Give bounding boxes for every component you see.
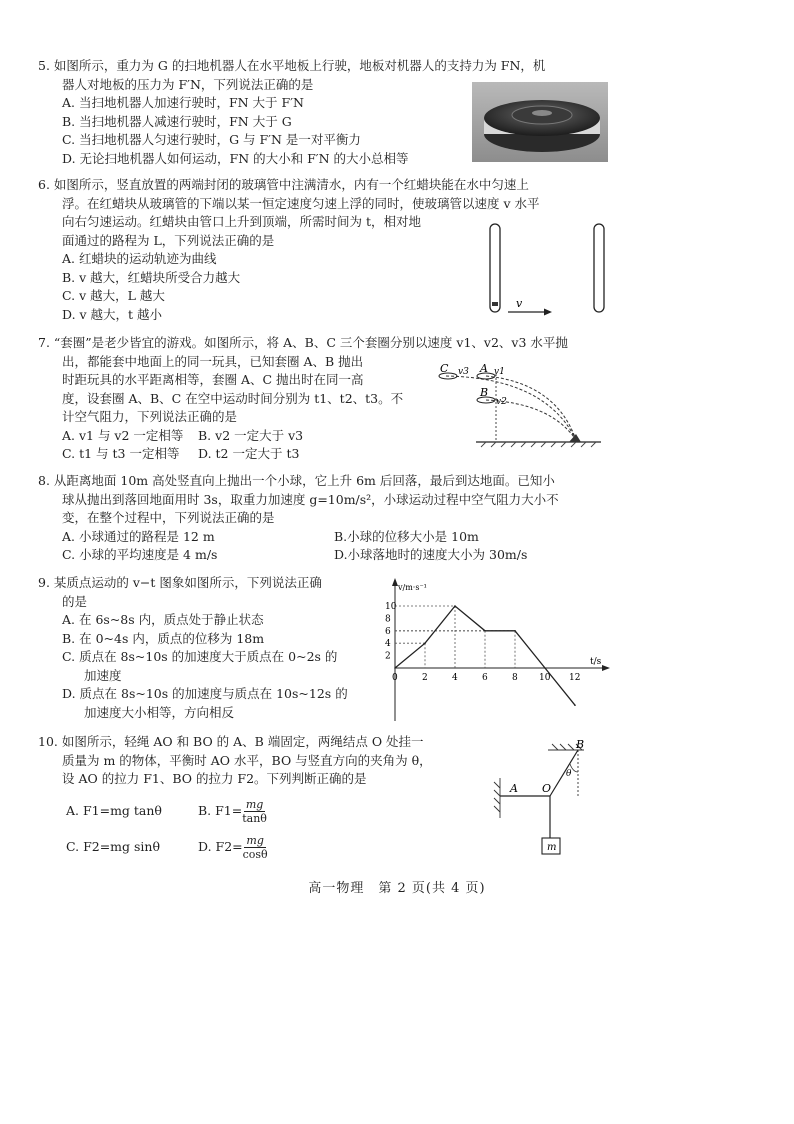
vt-data-point bbox=[454, 605, 456, 607]
q10-option-d bbox=[198, 834, 268, 861]
ring-a-label: A bbox=[480, 362, 488, 375]
vt-data-point bbox=[484, 630, 486, 632]
q10-option-d-fraction bbox=[243, 834, 268, 861]
velocity-label: v bbox=[516, 297, 523, 310]
q10-stem-cont-2: 设 AO 的拉力 F1、BO 的拉力 F2。下列判断正确的是 bbox=[62, 771, 367, 786]
y-tick-label: 8 bbox=[385, 614, 391, 625]
q5-option-a: A. 当扫地机器人加速行驶时，FN 大于 F′N bbox=[62, 95, 304, 110]
q7-option-a: A. v1 与 v2 一定相等 bbox=[62, 427, 184, 443]
angle-theta-label: θ bbox=[566, 769, 572, 779]
q10-option-b-prefix: B. F1= bbox=[198, 803, 243, 819]
y-tick-label: 10 bbox=[385, 602, 397, 612]
q7-stem-cont-3: 度，设套圈 A、B、C 在空中运动时间分别为 t1、t2、t3。不 bbox=[62, 390, 404, 406]
q10-option-b-fraction bbox=[242, 798, 267, 825]
q8-option-c: C. 小球的平均速度是 4 m/s bbox=[62, 547, 218, 562]
q6-option-c: C. v 越大，L 越大 bbox=[62, 288, 165, 303]
glass-tube-figure bbox=[480, 218, 620, 323]
x-tick-label: 4 bbox=[452, 673, 458, 683]
question-9 bbox=[38, 574, 378, 722]
q7-option-b: B. v2 一定大于 v3 bbox=[198, 427, 304, 443]
q10-option-d-numerator: mg bbox=[246, 834, 264, 847]
vt-data-point bbox=[394, 667, 396, 669]
q10-option-b-denominator: tanθ bbox=[242, 812, 267, 825]
y-tick-label: 6 bbox=[385, 626, 391, 637]
q10-option-b bbox=[198, 798, 267, 825]
rope-tension-figure bbox=[488, 738, 598, 866]
ring-c-label: C bbox=[440, 362, 449, 375]
x-tick-label: 12 bbox=[569, 673, 581, 683]
vt-data-point bbox=[544, 667, 546, 669]
vt-chart bbox=[370, 576, 620, 726]
q5-option-d: D. 无论扫地机器人如何运动，FN 的大小和 F′N 的大小总相等 bbox=[62, 150, 409, 166]
q7-option-d: D. t2 一定大于 t3 bbox=[198, 446, 300, 461]
q6-option-a: A. 红蜡块的运动轨迹为曲线 bbox=[62, 251, 217, 266]
ring-a-velocity-label: v1 bbox=[494, 367, 505, 377]
q8-stem: 8. 从距离地面 10m 高处竖直向上抛出一个小球，它上升 6m 后回落，最后到达地面。已知小 bbox=[38, 473, 555, 488]
q6-stem-cont-1: 浮。在红蜡块从玻璃管的下端以某一恒定速度匀速上浮的同时，使玻璃管以速度 v 水平 bbox=[62, 195, 540, 211]
vt-data-point bbox=[514, 630, 516, 632]
q7-stem-cont-4: 计空气阻力，下列说法正确的是 bbox=[62, 409, 238, 424]
q9-option-b: B. 在 0~4s 内，质点的位移为 18m bbox=[62, 630, 265, 646]
q8-stem-cont-1: 球从抛出到落回地面用时 3s，取重力加速度 g=10m/s²，小球运动过程中空气阻力大小不 bbox=[62, 491, 559, 507]
q9-option-d: D. 质点在 8s~10s 的加速度与质点在 10s~12s 的 bbox=[62, 686, 348, 701]
q6-stem: 6. 如图所示，竖直放置的两端封闭的玻璃管中注满清水，内有一个红蜡块能在水中匀速上 bbox=[38, 177, 529, 192]
q7-stem-cont-1: 出，都能套中地面上的同一玩具，已知套圈 A、B 抛出 bbox=[62, 353, 364, 369]
x-tick-label: 10 bbox=[539, 673, 551, 683]
x-tick-label: 2 bbox=[422, 673, 428, 683]
q10-stem: 10. 如图所示，轻绳 AO 和 BO 的 A、B 端固定，两绳结点 O 处挂一 bbox=[38, 734, 424, 749]
q9-option-d-cont: 加速度大小相等，方向相反 bbox=[84, 704, 235, 720]
ring-c-velocity-label: v3 bbox=[458, 367, 469, 377]
mass-label: m bbox=[547, 842, 557, 853]
y-tick-label: 2 bbox=[385, 651, 391, 662]
vt-data-point bbox=[574, 704, 576, 706]
ring-toss-figure bbox=[436, 358, 606, 453]
q9-stem: 9. 某质点运动的 v−t 图象如图所示，下列说法正确 bbox=[38, 575, 322, 590]
point-b-label: B bbox=[576, 738, 585, 751]
q5-option-b: B. 当扫地机器人减速行驶时，FN 大于 G bbox=[62, 113, 292, 129]
x-tick-label: 8 bbox=[512, 673, 518, 683]
q10-option-c: C. F2=mg sinθ bbox=[66, 839, 160, 855]
q8-option-d: D.小球落地时的速度大小为 30m/s bbox=[334, 547, 528, 562]
q10-option-d-denominator: cosθ bbox=[242, 848, 268, 861]
question-8 bbox=[38, 472, 610, 565]
q8-option-b: B.小球的位移大小是 10m bbox=[334, 528, 479, 544]
q9-option-a: A. 在 6s~8s 内，质点处于静止状态 bbox=[62, 612, 264, 627]
q8-stem-cont-2: 变，在整个过程中，下列说法正确的是 bbox=[62, 510, 275, 525]
q8-option-a: A. 小球通过的路程是 12 m bbox=[62, 528, 215, 544]
knot-o-label: O bbox=[542, 782, 552, 795]
q6-option-b: B. v 越大，红蜡块所受合力越大 bbox=[62, 269, 241, 285]
x-tick-label: 0 bbox=[392, 673, 398, 683]
q7-stem-cont-2: 时距玩具的水平距离相等，套圈 A、C 抛出时在同一高 bbox=[62, 372, 364, 387]
q10-option-d-prefix: D. F2= bbox=[198, 839, 243, 855]
x-axis-arrow bbox=[602, 665, 610, 671]
q6-stem-cont-3: 面通过的路程为 L，下列说法正确的是 bbox=[62, 232, 275, 248]
question-10 bbox=[38, 733, 478, 863]
q5-stem-cont: 器人对地板的压力为 F′N，下列说法正确的是 bbox=[62, 76, 314, 92]
q7-option-c: C. t1 与 t3 一定相等 bbox=[62, 446, 180, 461]
page-footer: 高一物理 第 2 页(共 4 页) bbox=[308, 881, 486, 896]
q10-option-b-numerator: mg bbox=[245, 798, 264, 811]
q9-option-c: C. 质点在 8s~10s 的加速度大于质点在 0~2s 的 bbox=[62, 649, 338, 664]
ring-b-label: B bbox=[480, 386, 489, 399]
ring-b-velocity-label: v2 bbox=[496, 397, 507, 407]
x-tick-label: 6 bbox=[482, 673, 488, 683]
q5-option-c: C. 当扫地机器人匀速行驶时，G 与 F′N 是一对平衡力 bbox=[62, 132, 361, 147]
q6-stem-cont-2: 向右匀速运动。红蜡块由管口上升到顶端，所需时间为 t，相对地 bbox=[62, 214, 421, 229]
y-axis-label: v/m·s⁻¹ bbox=[398, 583, 427, 592]
q7-stem: 7. “套圈”是老少皆宜的游戏。如图所示，将 A、B、C 三个套圈分别以速度 v1、v2、v3 水平抛 bbox=[38, 335, 568, 350]
q9-option-c-cont: 加速度 bbox=[84, 667, 122, 683]
robot-vacuum-photo bbox=[472, 82, 608, 162]
q9-stem-cont: 的是 bbox=[62, 593, 88, 609]
vt-data-point bbox=[424, 642, 426, 644]
y-tick-label: 4 bbox=[385, 639, 391, 650]
q6-option-d: D. v 越大，t 越小 bbox=[62, 306, 163, 322]
q5-stem: 5. 如图所示，重力为 G 的扫地机器人在水平地板上行驶，地板对机器人的支持力为 FN，机 bbox=[38, 58, 546, 73]
q10-option-a: A. F1=mg tanθ bbox=[66, 803, 162, 819]
q10-stem-cont-1: 质量为 m 的物体，平衡时 AO 水平，BO 与竖直方向的夹角为 θ， bbox=[62, 752, 432, 768]
x-axis-label: t/s bbox=[590, 657, 602, 667]
point-a-label: A bbox=[510, 782, 518, 795]
